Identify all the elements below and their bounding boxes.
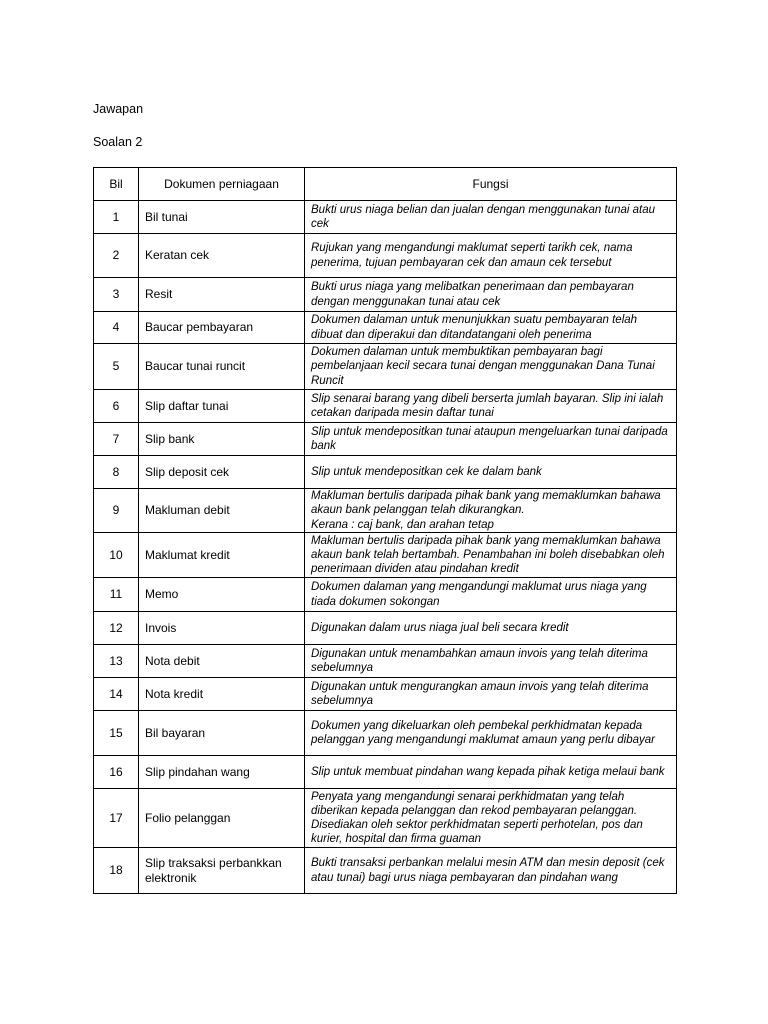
fungsi-text: Dokumen dalaman yang mengandungi maklumat urus niaga yang tiada dokumen sokongan [311, 581, 647, 608]
cell-dokumen: Maklumat kredit [139, 533, 305, 578]
fungsi-text: Kerana : caj bank, dan arahan tetap [311, 518, 494, 531]
fungsi-text: Bukti urus niaga belian dan jualan dengan menggunakan tunai atau cek [311, 203, 655, 230]
cell-bil: 9 [94, 489, 139, 533]
fungsi-text: Makluman bertulis daripada pihak bank yang memaklumkan bahawa akaun bank telah bertambah. Penambahan ini boleh disebabkan oleh penerimaan dividen atau pindahan kredit [311, 534, 665, 576]
cell-dokumen: Slip bank [139, 423, 305, 456]
cell-fungsi [305, 201, 677, 234]
cell-dokumen: Bil tunai [139, 201, 305, 234]
table-row [94, 234, 677, 278]
cell-bil: 11 [94, 578, 139, 612]
header-bil: Bil [94, 168, 139, 201]
fungsi-text: Slip untuk mendepositkan cek ke dalam bank [311, 465, 542, 478]
cell-bil: 3 [94, 278, 139, 312]
table-row [94, 390, 677, 423]
cell-dokumen: Baucar tunai runcit [139, 344, 305, 390]
fungsi-text: Slip untuk mendepositkan tunai ataupun mengeluarkan tunai daripada bank [311, 425, 668, 452]
cell-bil: 10 [94, 533, 139, 578]
table-row [94, 678, 677, 711]
cell-dokumen: Bil bayaran [139, 711, 305, 756]
cell-dokumen: Invois [139, 612, 305, 645]
table-row [94, 456, 677, 489]
table-row [94, 278, 677, 312]
cell-bil: 14 [94, 678, 139, 711]
table-row [94, 312, 677, 344]
cell-bil: 7 [94, 423, 139, 456]
cell-bil: 16 [94, 756, 139, 789]
fungsi-text: Slip untuk membuat pindahan wang kepada pihak ketiga melaui bank [311, 765, 665, 778]
table-row [94, 489, 677, 533]
fungsi-text: Digunakan untuk menambahkan amaun invois yang telah diterima sebelumnya [311, 647, 648, 674]
cell-dokumen: Resit [139, 278, 305, 312]
fungsi-text: Dokumen yang dikeluarkan oleh pembekal perkhidmatan kepada pelanggan yang mengandungi maklumat amaun yang perlu dibayar [311, 719, 655, 746]
cell-fungsi [305, 423, 677, 456]
fungsi-text: Penyata yang mengandungi senarai perkhidmatan yang telah diberikan kepada pelanggan dan rekod pembayaran pelanggan. Disediakan oleh sektor perkhidmatan seperti perhotelan, pos dan kurier, hospital dan firma guaman [311, 790, 643, 846]
cell-bil: 17 [94, 789, 139, 848]
cell-bil: 8 [94, 456, 139, 489]
table-row [94, 201, 677, 234]
cell-dokumen: Keratan cek [139, 234, 305, 278]
cell-fungsi [305, 234, 677, 278]
table-row [94, 848, 677, 894]
cell-dokumen: Slip pindahan wang [139, 756, 305, 789]
cell-bil: 13 [94, 645, 139, 678]
cell-fungsi [305, 312, 677, 344]
table-header-row [94, 168, 677, 201]
cell-bil: 12 [94, 612, 139, 645]
fungsi-text: Rujukan yang mengandungi maklumat seperti tarikh cek, nama penerima, tujuan pembayaran cek dan amaun cek tersebut [311, 242, 633, 269]
cell-fungsi [305, 390, 677, 423]
cell-fungsi [305, 612, 677, 645]
cell-fungsi [305, 848, 677, 894]
fungsi-text: Makluman bertulis daripada pihak bank yang memaklumkan bahawa akaun bank pelanggan telah dikurangkan. [311, 490, 661, 517]
fungsi-text: Digunakan dalam urus niaga jual beli secara kredit [311, 621, 569, 634]
header-fungsi: Fungsi [305, 168, 677, 201]
cell-dokumen: Memo [139, 578, 305, 612]
fungsi-text: Dokumen dalaman untuk membuktikan pembayaran bagi pembelanjaan kecil secara tunai dengan menggunakan Dana Tunai Runcit [311, 346, 655, 387]
cell-dokumen: Slip deposit cek [139, 456, 305, 489]
cell-bil: 15 [94, 711, 139, 756]
cell-fungsi [305, 645, 677, 678]
cell-fungsi [305, 489, 677, 533]
cell-fungsi [305, 533, 677, 578]
table-row [94, 612, 677, 645]
header-dokumen: Dokumen perniagaan [139, 168, 305, 201]
cell-fungsi [305, 344, 677, 390]
cell-fungsi [305, 756, 677, 789]
table-row [94, 423, 677, 456]
cell-bil: 6 [94, 390, 139, 423]
table-row [94, 756, 677, 789]
cell-bil: 5 [94, 344, 139, 390]
cell-dokumen: Slip traksaksi perbankkan elektronik [139, 848, 305, 894]
fungsi-text: Bukti transaksi perbankan melalui mesin ATM dan mesin deposit (cek atau tunai) bagi urus niaga pembayaran dan pindahan wang [311, 857, 665, 884]
table-row [94, 789, 677, 848]
cell-fungsi [305, 711, 677, 756]
fungsi-text: Slip senarai barang yang dibeli berserta jumlah bayaran. Slip ini ialah cetakan daripada mesin daftar tunai [311, 392, 664, 419]
cell-fungsi [305, 456, 677, 489]
table-row [94, 711, 677, 756]
fungsi-text: Digunakan untuk mengurangkan amaun invois yang telah diterima sebelumnya [311, 680, 649, 707]
fungsi-text: Dokumen dalaman untuk menunjukkan suatu pembayaran telah dibuat dan diperakui dan ditandatangani oleh penerima [311, 314, 638, 341]
cell-dokumen: Nota kredit [139, 678, 305, 711]
cell-bil: 1 [94, 201, 139, 234]
fungsi-text: Bukti urus niaga yang melibatkan penerimaan dan pembayaran dengan menggunakan tunai atau cek [311, 281, 634, 308]
table-row [94, 344, 677, 390]
heading-jawapan: Jawapan [93, 102, 144, 116]
cell-dokumen: Slip daftar tunai [139, 390, 305, 423]
cell-fungsi [305, 789, 677, 848]
cell-dokumen: Baucar pembayaran [139, 312, 305, 344]
cell-fungsi [305, 678, 677, 711]
cell-bil: 18 [94, 848, 139, 894]
table-row [94, 533, 677, 578]
cell-dokumen: Nota debit [139, 645, 305, 678]
cell-dokumen: Makluman debit [139, 489, 305, 533]
cell-bil: 2 [94, 234, 139, 278]
table-row [94, 645, 677, 678]
table-row [94, 578, 677, 612]
cell-dokumen: Folio pelanggan [139, 789, 305, 848]
cell-fungsi [305, 278, 677, 312]
business-documents-table [93, 167, 677, 894]
heading-soalan: Soalan 2 [93, 135, 143, 149]
cell-bil: 4 [94, 312, 139, 344]
cell-fungsi [305, 578, 677, 612]
